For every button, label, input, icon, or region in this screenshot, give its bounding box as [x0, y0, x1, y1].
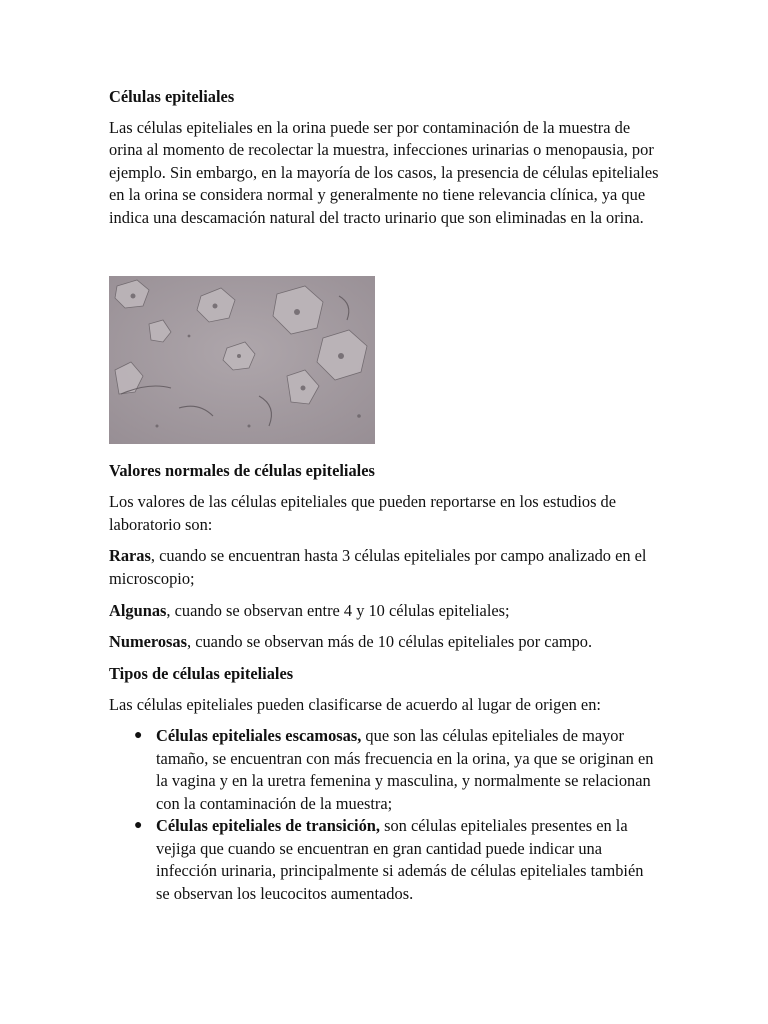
debris — [248, 424, 251, 427]
document-page — [109, 86, 661, 906]
types-list — [109, 725, 661, 906]
type-term: Células epiteliales escamosas, — [156, 725, 362, 745]
list-item-transicion — [134, 815, 661, 905]
value-description: , cuando se observan entre 4 y 10 células epiteliales; — [166, 600, 510, 620]
type-term: Células epiteliales de transición, — [156, 816, 380, 836]
type-description: que son las células epiteliales de mayor tamaño, se encuentran con más frecuencia en la orina, ya que se originan en la vagina y en la uretra femenina y masculina, y normalmente se relacionan con la contaminación de la muestra; — [156, 725, 654, 813]
debris — [156, 424, 159, 427]
value-item-raras — [109, 545, 661, 590]
cell-nucleus — [131, 293, 136, 298]
value-description: , cuando se observan más de 10 células epiteliales por campo. — [187, 632, 593, 652]
cell-nucleus — [213, 303, 218, 308]
values-intro: Los valores de las células epiteliales que pueden reportarse en los estudios de laboratorio son: — [109, 492, 617, 534]
bullet-icon: ● — [134, 727, 143, 743]
cell-nucleus — [237, 354, 241, 358]
microscope-image — [109, 276, 375, 444]
cell-nucleus — [294, 309, 300, 315]
types-intro: Las células epiteliales pueden clasificarse de acuerdo al lugar de origen en: — [109, 695, 601, 715]
value-term: Algunas — [109, 600, 167, 620]
section-title-tipos: Tipos de células epiteliales — [109, 663, 294, 683]
debris — [357, 414, 361, 418]
cell-nucleus — [338, 353, 344, 359]
bullet-icon: ● — [134, 818, 143, 834]
type-description: son células epiteliales presentes en la vejiga que cuando se encuentran en gran cantidad puede indicar una infección urinaria, principalmente si además de células epiteliales también se observan los leucocitos aumentados. — [156, 816, 644, 904]
value-term: Numerosas — [109, 632, 188, 652]
value-item-numerosas — [109, 631, 661, 654]
debris — [188, 334, 191, 337]
list-item-escamosas — [134, 725, 661, 815]
section-title-valores-normales: Valores normales de células epiteliales — [109, 460, 375, 480]
intro-paragraph: Las células epiteliales en la orina puede ser por contaminación de la muestra de orina al momento de recolectar la muestra, infecciones urinarias o menopausia, por ejemplo. Sin embargo, en la mayoría de los casos, la presencia de células epiteliales en la orina se considera normal y generalmente no tiene relevancia clínica, ya que indica una descamación natural del tracto urinario que son eliminadas en la orina. — [109, 117, 659, 227]
value-item-algunas — [109, 600, 661, 623]
cell-nucleus — [301, 385, 306, 390]
value-description: , cuando se encuentran hasta 3 células epiteliales por campo analizado en el microscopio; — [109, 546, 647, 588]
section-title-celulas-epiteliales: Células epiteliales — [109, 87, 235, 106]
value-term: Raras — [109, 546, 151, 566]
